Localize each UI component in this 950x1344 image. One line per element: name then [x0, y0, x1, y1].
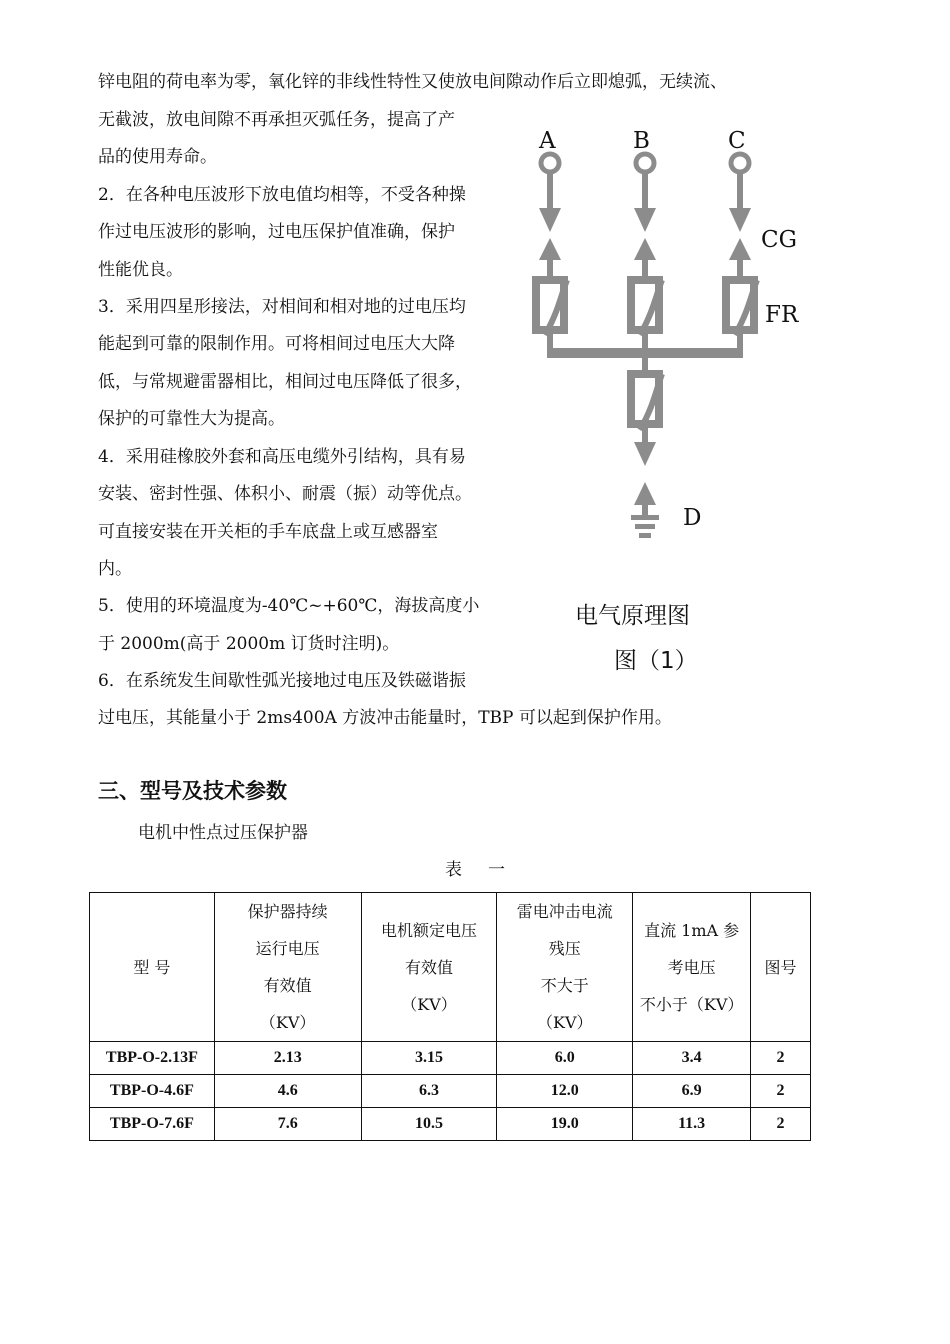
cell-figure-number: 2	[751, 1042, 811, 1075]
cell-residual-voltage: 19.0	[497, 1108, 633, 1141]
text-line: 内。	[98, 559, 132, 579]
diagram-caption-figure: 图（1）	[614, 648, 698, 674]
cell-dc-reference-voltage: 6.9	[633, 1075, 751, 1108]
phase-b-branch	[631, 154, 662, 352]
electrical-schematic-diagram	[515, 120, 815, 560]
text-line: 性能优良。	[98, 260, 183, 280]
text-line: 5．使用的环境温度为-40℃~+60℃，海拔高度小	[98, 596, 480, 616]
cell-dc-reference-voltage: 3.4	[633, 1042, 751, 1075]
header-dc-reference-voltage: 直流 1mA 参 考电压 不小于（KV）	[633, 893, 751, 1042]
header-operating-voltage: 保护器持续 运行电压 有效值 （KV）	[214, 893, 361, 1042]
table-row	[90, 1075, 811, 1108]
label-fr: FR	[765, 302, 799, 328]
text-line: 低，与常规避雷器相比，相间过电压降低了很多，	[98, 372, 472, 392]
cell-model: TBP-O-2.13F	[90, 1042, 215, 1075]
text-line: 能起到可靠的限制作用。可将相间过电压大大降	[98, 334, 455, 354]
label-d: D	[683, 505, 702, 531]
text-line: 6．在系统发生间歇性弧光接地过电压及铁磁谐振	[98, 671, 466, 691]
phase-a-branch	[536, 154, 567, 352]
text-line: 品的使用寿命。	[98, 147, 217, 167]
table-row	[90, 1042, 811, 1075]
header-model: 型 号	[90, 893, 215, 1042]
cell-operating-voltage: 4.6	[214, 1075, 361, 1108]
table-row	[90, 1108, 811, 1141]
table-title: 表一	[445, 860, 531, 880]
cell-model: TBP-O-7.6F	[90, 1108, 215, 1141]
cell-figure-number: 2	[751, 1075, 811, 1108]
header-residual-voltage: 雷电冲击电流 残压 不大于 （KV）	[497, 893, 633, 1042]
text-line: 保护的可靠性大为提高。	[98, 409, 285, 429]
text-line: 可直接安装在开关柜的手车底盘上或互感器室	[98, 522, 438, 542]
cell-dc-reference-voltage: 11.3	[633, 1108, 751, 1141]
text-line: 过电压，其能量小于 2ms400A 方波冲击能量时，TBP 可以起到保护作用。	[98, 708, 672, 728]
text-line: 安装、密封性强、体积小、耐震（振）动等优点。	[98, 484, 472, 504]
parameters-table	[89, 892, 811, 1141]
cell-model: TBP-O-4.6F	[90, 1075, 215, 1108]
cell-residual-voltage: 12.0	[497, 1075, 633, 1108]
label-a: A	[539, 128, 556, 154]
text-line: 于 2000m(高于 2000m 订货时注明)。	[98, 634, 400, 654]
section-subtitle: 电机中性点过压保护器	[138, 823, 308, 843]
text-line: 锌电阻的荷电率为零，氧化锌的非线性特性又使放电间隙动作后立即熄弧，无续流、	[98, 72, 727, 92]
text-line: 2．在各种电压波形下放电值均相等，不受各种操	[98, 185, 466, 205]
label-cg: CG	[761, 227, 797, 253]
cell-rated-voltage: 10.5	[361, 1108, 497, 1141]
header-figure-number: 图号	[751, 893, 811, 1042]
cell-residual-voltage: 6.0	[497, 1042, 633, 1075]
cell-rated-voltage: 3.15	[361, 1042, 497, 1075]
common-bus	[547, 348, 743, 358]
text-line: 3．采用四星形接法，对相间和相对地的过电压均	[98, 297, 466, 317]
cell-figure-number: 2	[751, 1108, 811, 1141]
diagram-caption-title: 电气原理图	[575, 603, 690, 629]
neutral-branch	[631, 358, 662, 538]
text-line: 4．采用硅橡胶外套和高压电缆外引结构，具有易	[98, 447, 466, 467]
text-line: 无截波，放电间隙不再承担灭弧任务，提高了产	[98, 110, 455, 130]
cell-operating-voltage: 2.13	[214, 1042, 361, 1075]
header-rated-voltage: 电机额定电压 有效值 （KV）	[361, 893, 497, 1042]
cell-rated-voltage: 6.3	[361, 1075, 497, 1108]
phase-c-branch	[726, 154, 757, 352]
table-header-row	[90, 893, 811, 1042]
label-b: B	[633, 128, 650, 154]
text-line: 作过电压波形的影响，过电压保护值准确，保护	[98, 222, 455, 242]
cell-operating-voltage: 7.6	[214, 1108, 361, 1141]
label-c: C	[728, 128, 746, 154]
section-heading: 三、型号及技术参数	[98, 779, 287, 803]
